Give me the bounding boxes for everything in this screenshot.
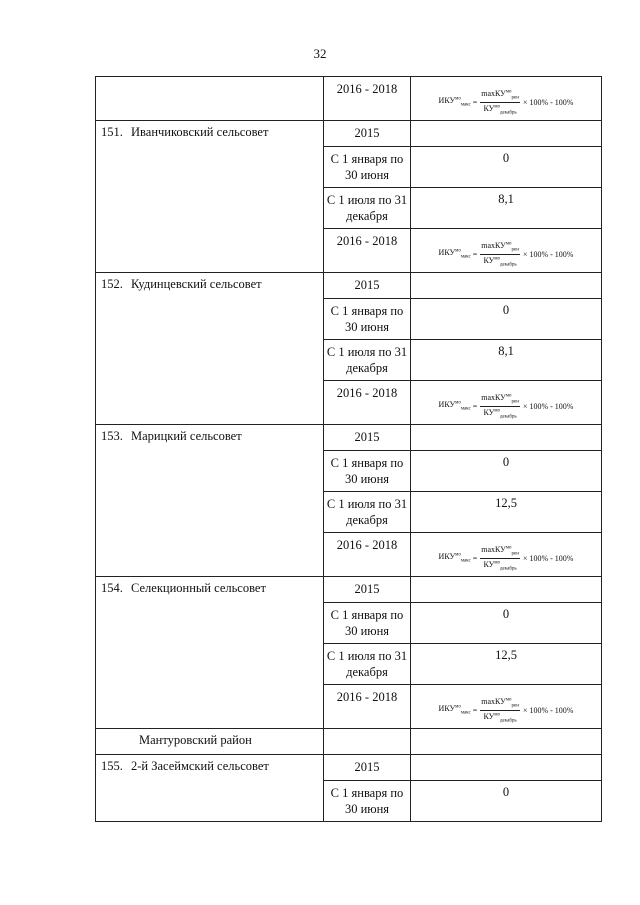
settlement-name: Селекционный сельсовет: [131, 581, 266, 595]
settlement-name: Кудинцевский сельсовет: [131, 277, 262, 291]
value-cell: 8,1: [411, 188, 602, 228]
formula-lhs: $ИКУ^{мо}_{макс}$: [438, 400, 471, 412]
formula-lhs: $ИКУ^{мо}_{макс}$: [438, 552, 471, 564]
period-cell: 2015: [324, 577, 411, 602]
period-cell: 2016 - 2018: [324, 229, 411, 272]
table-row: [324, 781, 602, 822]
row-number: 151.: [101, 125, 123, 139]
value-cell: 12,5: [411, 644, 602, 684]
name-cell: [96, 577, 324, 729]
formula-fraction: $\frac{\max КУ^{мо}_{рен}}{КУ^{мо}_{декабрь}}$: [481, 241, 519, 268]
table-row: [324, 755, 602, 781]
formula: [411, 233, 601, 267]
period-cell: С 1 января по 30 июня: [324, 451, 411, 491]
formula-cell: [411, 381, 602, 424]
formula-tail: × 100% - 100%: [522, 705, 574, 715]
continuation-group: [96, 77, 602, 121]
table-row: [324, 229, 602, 273]
value-cell: 0: [411, 299, 602, 339]
name-cell: [96, 425, 324, 577]
formula-tail: × 100% - 100%: [522, 553, 574, 563]
page-number: 32: [313, 46, 327, 61]
district-row: [96, 729, 602, 755]
formula-fraction: $\frac{\max КУ^{мо}_{рен}}{КУ^{мо}_{декабрь}}$: [481, 393, 519, 420]
period-cell: 2015: [324, 755, 411, 780]
table-row: [324, 273, 602, 299]
period-cell: С 1 января по 30 июня: [324, 603, 411, 643]
period-cell: С 1 июля по 31 декабря: [324, 644, 411, 684]
table-row: [324, 577, 602, 603]
table-row: [324, 603, 602, 644]
table-row: [324, 533, 602, 577]
period-cell: 2015: [324, 425, 411, 450]
settlement-name: Марицкий сельсовет: [131, 429, 242, 443]
value-cell: 0: [411, 451, 602, 491]
value-cell: [411, 755, 602, 780]
table-row: [324, 147, 602, 188]
formula-fraction: $\frac{\max КУ^{мо}_{рен}}{КУ^{мо}_{декабрь}}$: [481, 89, 519, 116]
name-cell: [96, 755, 324, 822]
value-cell: [411, 425, 602, 450]
formula-tail: × 100% - 100%: [522, 249, 574, 259]
table-row: [324, 188, 602, 229]
table-row: [324, 299, 602, 340]
row-number: 155.: [101, 759, 123, 773]
settlement-152: [96, 273, 602, 425]
formula-equals: =: [472, 705, 478, 715]
table-row: [324, 729, 602, 755]
table-row: [324, 425, 602, 451]
period-cell: 2015: [324, 273, 411, 298]
formula-tail: × 100% - 100%: [522, 401, 574, 411]
value-cell: 0: [411, 781, 602, 821]
settlement-name: Иванчиковский сельсовет: [131, 125, 269, 139]
formula-equals: =: [472, 97, 478, 107]
value-cell: 0: [411, 147, 602, 187]
period-cell: С 1 июля по 31 декабря: [324, 340, 411, 380]
table-row: [324, 340, 602, 381]
formula-cell: [411, 533, 602, 576]
value-cell: 12,5: [411, 492, 602, 532]
name-cell: [96, 121, 324, 273]
period-cell: [324, 729, 411, 754]
formula-lhs: $ИКУ^{мо}_{макс}$: [438, 248, 471, 260]
table-row: [324, 492, 602, 533]
tariff-table: [95, 76, 602, 822]
period-cell: С 1 июля по 31 декабря: [324, 492, 411, 532]
name-cell: [96, 273, 324, 425]
formula-lhs: $ИКУ^{мо}_{макс}$: [438, 704, 471, 716]
period-cell: С 1 января по 30 июня: [324, 781, 411, 821]
period-cell: 2016 - 2018: [324, 381, 411, 424]
row-number: 154.: [101, 581, 123, 595]
period-cell: С 1 января по 30 июня: [324, 147, 411, 187]
period-cell: С 1 января по 30 июня: [324, 299, 411, 339]
table-row: [324, 451, 602, 492]
formula-fraction: $\frac{\max КУ^{мо}_{рен}}{КУ^{мо}_{декабрь}}$: [481, 545, 519, 572]
period-cell: 2015: [324, 121, 411, 146]
formula: [411, 689, 601, 723]
value-cell: [411, 729, 602, 754]
settlement-153: [96, 425, 602, 577]
value-cell: [411, 273, 602, 298]
value-cell: [411, 121, 602, 146]
value-cell: [411, 577, 602, 602]
table-row: [324, 381, 602, 425]
formula: [411, 537, 601, 571]
table-row: [324, 121, 602, 147]
formula-lhs: $ИКУ^{мо}_{макс}$: [438, 96, 471, 108]
value-cell: 8,1: [411, 340, 602, 380]
table-row: [324, 77, 602, 121]
settlement-name: 2-й Засеймский сельсовет: [131, 759, 269, 773]
formula: [411, 81, 601, 115]
formula-cell: [411, 229, 602, 272]
settlement-154: [96, 577, 602, 729]
table-row: [324, 685, 602, 729]
formula-tail: × 100% - 100%: [522, 97, 574, 107]
settlement-151: [96, 121, 602, 273]
table-row: [324, 644, 602, 685]
period-cell: С 1 июля по 31 декабря: [324, 188, 411, 228]
formula-equals: =: [472, 249, 478, 259]
formula-cell: [411, 685, 602, 728]
name-cell: [96, 77, 324, 121]
formula-cell: [411, 77, 602, 120]
formula: [411, 385, 601, 419]
period-cell: 2016 - 2018: [324, 77, 411, 120]
formula-equals: =: [472, 401, 478, 411]
period-cell: 2016 - 2018: [324, 533, 411, 576]
period-cell: 2016 - 2018: [324, 685, 411, 728]
settlement-155: [96, 755, 602, 822]
row-number: 153.: [101, 429, 123, 443]
value-cell: 0: [411, 603, 602, 643]
formula-fraction: $\frac{\max КУ^{мо}_{рен}}{КУ^{мо}_{декабрь}}$: [481, 697, 519, 724]
formula-equals: =: [472, 553, 478, 563]
row-number: 152.: [101, 277, 123, 291]
district-name: Мантуровский район: [96, 729, 324, 755]
